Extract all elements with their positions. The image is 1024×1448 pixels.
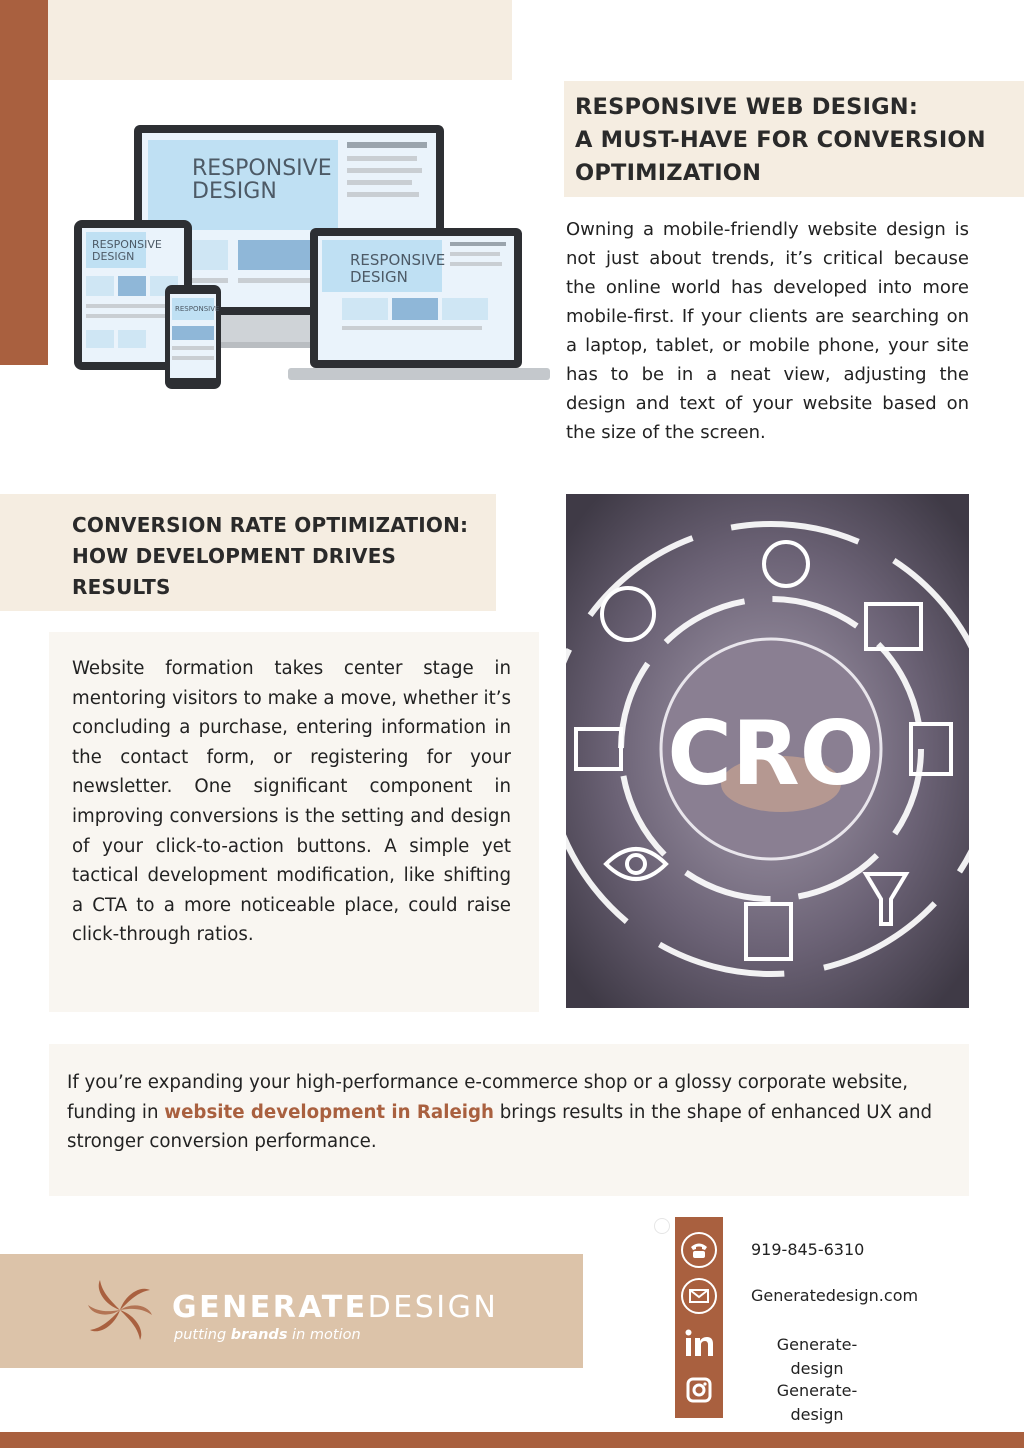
cro-wheel-illustration bbox=[566, 494, 969, 1008]
section2-text-box bbox=[49, 632, 539, 1012]
closing-text-before: If you’re expanding your high-performance e-commerce shop or a glossy corporate website, funding in bbox=[67, 1072, 909, 1123]
section1-heading-line: A MUST-HAVE FOR CONVERSION bbox=[575, 127, 986, 153]
tagline-pre: putting bbox=[174, 1327, 231, 1343]
mockup-text-1: RESPONSIVE bbox=[192, 156, 332, 181]
section2-heading-line: CONVERSION RATE OPTIMIZATION: bbox=[72, 513, 469, 537]
contact-website[interactable]: Generatedesign.com bbox=[751, 1286, 919, 1305]
instagram-handle-line: Generate- bbox=[776, 1381, 858, 1400]
pinwheel-logo-icon bbox=[80, 1270, 160, 1350]
svg-text:RESPONSIVE: RESPONSIVE bbox=[350, 251, 446, 269]
brand-name-bold: GENERATE bbox=[172, 1290, 368, 1325]
svg-text:DESIGN: DESIGN bbox=[92, 250, 135, 263]
section1-heading-line: OPTIMIZATION bbox=[575, 160, 762, 186]
mail-icon[interactable] bbox=[680, 1277, 718, 1315]
linkedin-handle-line: design bbox=[790, 1359, 844, 1378]
instagram-handle-line: design bbox=[790, 1405, 844, 1424]
cro-label: CRO bbox=[667, 702, 875, 805]
brand-name-light: DESIGN bbox=[367, 1290, 499, 1325]
brand-tagline bbox=[174, 1327, 361, 1343]
mockup-text-2: DESIGN bbox=[192, 179, 277, 204]
svg-text:DESIGN: DESIGN bbox=[350, 268, 408, 286]
section1-heading-line: RESPONSIVE WEB DESIGN: bbox=[575, 94, 919, 120]
cro-image bbox=[566, 494, 969, 1008]
left-accent-bar bbox=[0, 0, 48, 365]
closing-box bbox=[49, 1044, 969, 1196]
tagline-post: in motion bbox=[287, 1327, 361, 1343]
section1-heading-box bbox=[564, 81, 1024, 197]
section2-heading-box bbox=[0, 494, 496, 611]
svg-text:RESPONSIVE: RESPONSIVE bbox=[92, 238, 162, 251]
closing-paragraph bbox=[67, 1068, 951, 1157]
contact-phone[interactable]: 919-845-6310 bbox=[751, 1240, 865, 1259]
website-development-link[interactable]: website development in Raleigh bbox=[164, 1101, 494, 1123]
svg-text:RESPONSIVE: RESPONSIVE bbox=[175, 305, 220, 313]
section2-heading-line: RESULTS bbox=[72, 575, 171, 599]
decorative-dot bbox=[654, 1218, 670, 1234]
closing-text-after: brings results in the shape of enhanced UX and stronger conversion performance. bbox=[67, 1101, 933, 1153]
section2-heading-line: HOW DEVELOPMENT DRIVES bbox=[72, 544, 397, 568]
section1-heading bbox=[575, 91, 1014, 190]
section2-heading bbox=[72, 510, 496, 603]
bottom-accent-bar bbox=[0, 1432, 1024, 1448]
devices-illustration bbox=[62, 80, 552, 410]
tagline-bold: brands bbox=[230, 1327, 288, 1343]
instagram-icon[interactable] bbox=[680, 1371, 718, 1409]
section2-body: Website formation takes center stage in mentoring visitors to make a move, whether it’s concluding a purchase, entering information in the contact form, or registering for your newsletter. One significant component in improving conversions is the setting and design of your click-to-action buttons. A simple yet tactical development modification, like shifting a CTA to a more noticeable place, could raise click-through ratios. bbox=[72, 658, 511, 946]
responsive-devices-image bbox=[62, 80, 552, 410]
contact-instagram[interactable] bbox=[752, 1379, 882, 1427]
linkedin-icon[interactable] bbox=[680, 1325, 718, 1363]
phone-icon[interactable] bbox=[680, 1231, 718, 1269]
contact-linkedin[interactable] bbox=[752, 1333, 882, 1381]
brand-wordmark bbox=[172, 1290, 498, 1325]
linkedin-handle-line: Generate- bbox=[776, 1335, 858, 1354]
top-beige-block bbox=[48, 0, 512, 80]
section1-body: Owning a mobile-friendly website design is not just about trends, it’s critical because the online world has developed into more mobile-first. If your clients are searching on a laptop, tablet, or mobile phone, your site has to be in a neat view, adjusting the design and text of your website based on the size of the screen. bbox=[566, 219, 969, 443]
